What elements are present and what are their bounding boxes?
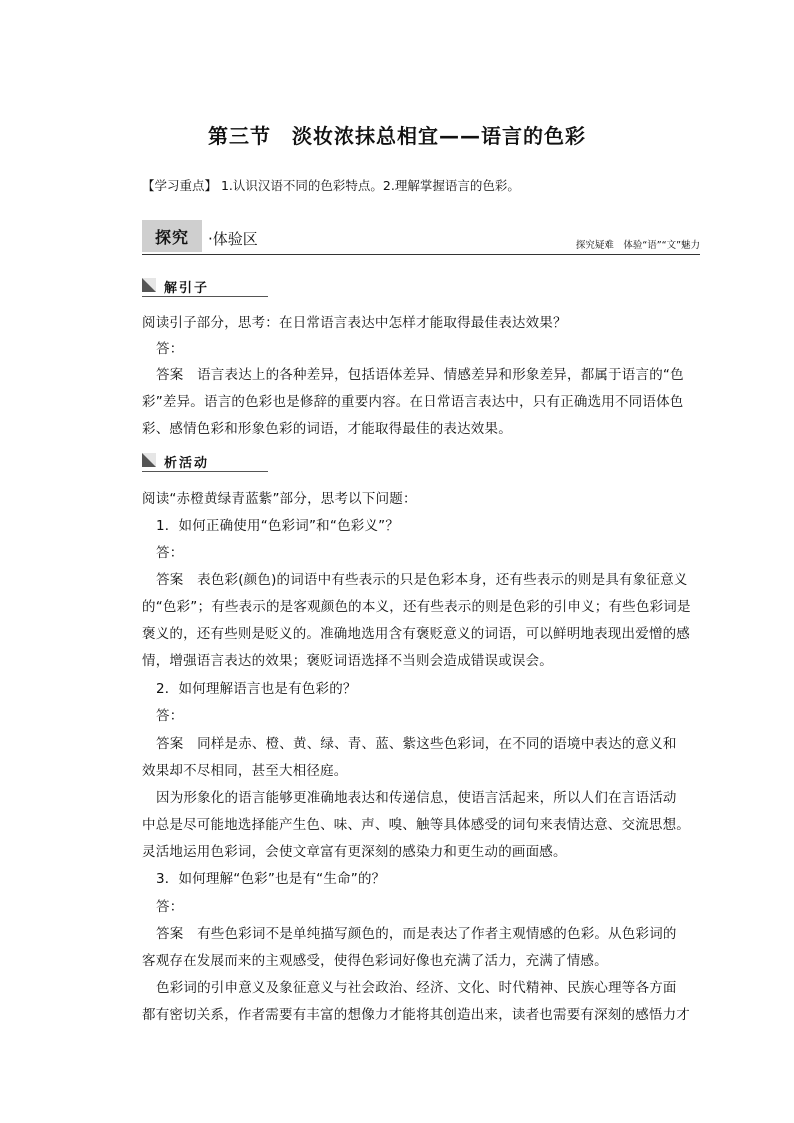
text-line: 效果却不尽相同，甚至大相径庭。 — [142, 763, 348, 779]
text-line: 答： — [156, 708, 184, 724]
text-line: 中总是尽可能地选择能产生色、味、声、嗅、触等具体感受的词句来表情达意、交流思想。 — [142, 817, 690, 833]
corner-marker-icon — [142, 453, 156, 467]
section-header-activity — [142, 451, 268, 472]
text-line: 褒义的，还有些则是贬义的。准确地选用含有褒贬意义的词语，可以鲜明地表现出爱憎的感 — [142, 626, 690, 642]
text-line: 色彩词的引申意义及象征意义与社会政治、经济、文化、时代精神、民族心理等各方面 — [156, 980, 677, 996]
banner-box: 探究 — [142, 220, 202, 252]
study-focus: 【学习重点】 1.认识汉语不同的色彩特点。2.理解掌握语言的色彩。 — [142, 178, 520, 193]
text-line: 答案 有些色彩词不是单纯描写颜色的，而是表达了作者主观情感的色彩。从色彩词的 — [156, 926, 677, 942]
text-line: 答： — [156, 341, 184, 357]
text-line: 答： — [156, 899, 184, 915]
page-title: 第三节 淡妆浓抹总相宜——语言的色彩 — [208, 124, 586, 148]
section-header-intro — [142, 276, 268, 297]
text-line: 的“色彩”；有些表示的是客观颜色的本义，还有些表示的则是色彩的引申义；有些色彩词是 — [142, 599, 691, 615]
text-line: 都有密切关系，作者需要有丰富的想像力才能将其创造出来，读者也需要有深刻的感悟力才 — [142, 1007, 690, 1023]
text-line: 答案 语言表达上的各种差异，包括语体差异、情感差异和形象差异，都属于语言的“色 — [156, 367, 684, 383]
text-line: 阅读“赤橙黄绿青蓝紫”部分，思考以下问题： — [142, 491, 417, 507]
banner-subtitle: ·体验区 — [208, 230, 258, 248]
corner-marker-icon — [142, 278, 156, 292]
text-line: 阅读引子部分，思考：在日常语言表达中怎样才能取得最佳表达效果？ — [142, 315, 567, 331]
text-line: 1．如何正确使用“色彩词”和“色彩义”？ — [156, 518, 400, 534]
text-line: 2．如何理解语言也是有色彩的？ — [156, 681, 357, 697]
text-line: 彩”差异。语言的色彩也是修辞的重要内容。在日常语言表达中，只有正确选用不同语体色 — [142, 394, 684, 410]
text-line: 灵活地运用色彩词，会使文章富有更深刻的感染力和更生动的画面感。 — [142, 844, 567, 860]
text-line: 客观存在发展而来的主观感受，使得色彩词好像也充满了活力，充满了情感。 — [142, 953, 608, 969]
section-banner — [142, 220, 700, 255]
text-line: 因为形象化的语言能够更准确地表达和传递信息，使语言活起来，所以人们在言语活动 — [156, 790, 677, 806]
text-line: 答案 表色彩(颜色)的词语中有些表示的只是色彩本身，还有些表示的则是具有象征意义 — [156, 572, 688, 588]
text-line: 彩、感情色彩和形象色彩的词语，才能取得最佳的表达效果。 — [142, 421, 512, 437]
banner-tagline: 探究疑难 体验“语”“文”魅力 — [575, 240, 700, 251]
text-line: 答： — [156, 545, 184, 561]
text-line: 答案 同样是赤、橙、黄、绿、青、蓝、紫这些色彩词，在不同的语境中表达的意义和 — [156, 736, 677, 752]
section-label: 析活动 — [164, 456, 210, 471]
section-label: 解引子 — [164, 281, 210, 296]
text-line: 3．如何理解“色彩”也是有“生命”的？ — [156, 871, 386, 887]
text-line: 情，增强语言表达的效果；褒贬词语选择不当则会造成错误或误会。 — [142, 653, 553, 669]
